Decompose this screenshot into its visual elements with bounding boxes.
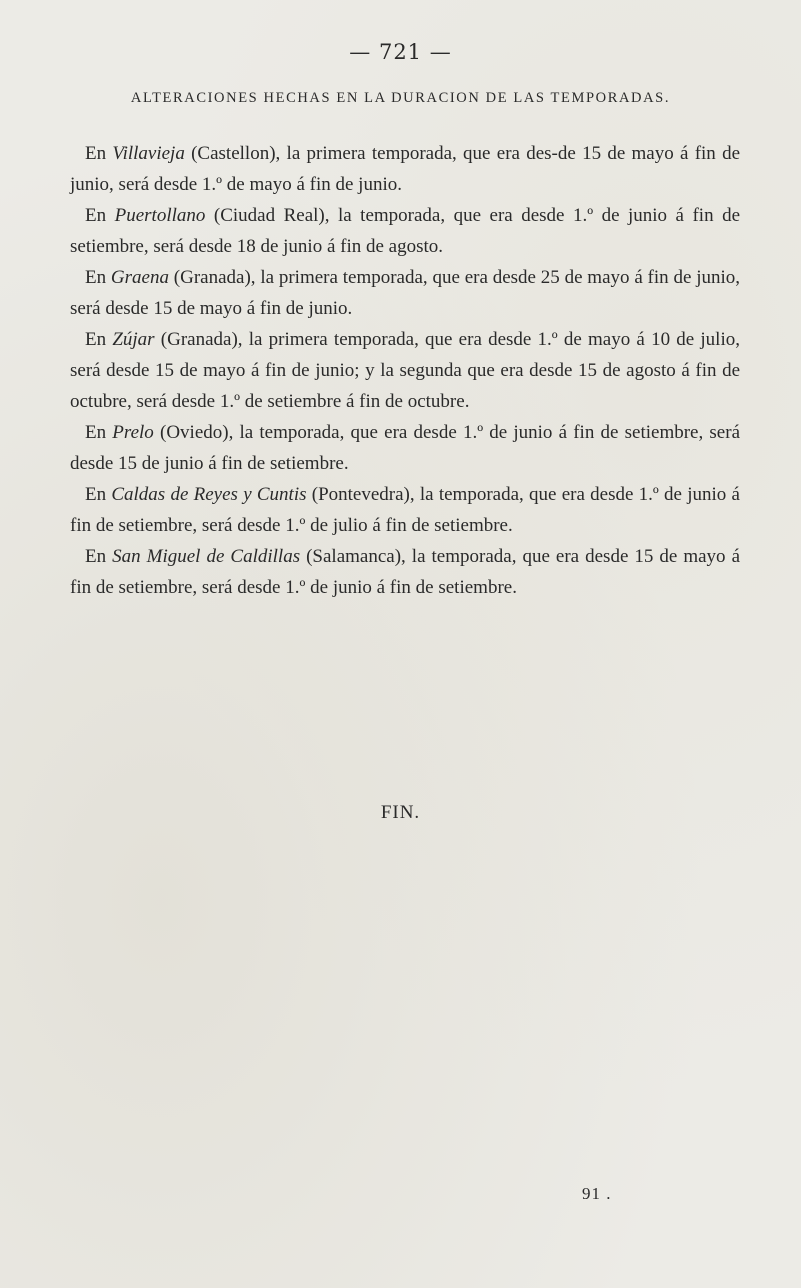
place-name: Caldas de Reyes y Cuntis (111, 484, 307, 505)
body-text (70, 138, 740, 603)
page-number: — 721 — (349, 40, 452, 64)
place-name: Puertollano (114, 205, 206, 226)
paragraph-villavieja: En Villavieja (Castellon), la primera temporada, que era des-de 15 de mayo á fin de junio, será desde 1.º de mayo á fin de junio. (70, 143, 740, 195)
place-name: Graena (110, 267, 169, 288)
place-name: Zújar (112, 329, 155, 350)
place-name: Prelo (112, 422, 154, 443)
paragraph-prelo: En Prelo (Oviedo), la temporada, que era desde 1.º de junio á fin de setiembre, será desde 15 de junio á fin de setiembre. (70, 422, 741, 474)
closing-fin: FIN. (380, 802, 421, 823)
paragraph-zujar: En Zújar (Granada), la primera temporada, que era desde 1.º de mayo á 10 de julio, será desde 15 de mayo á fin de junio; y la segunda que era desde 15 de agosto á fin de octubre, será desde 1.º de setiembre á fin de octubre. (70, 329, 740, 412)
signature-mark: 91 . (582, 1184, 612, 1203)
paragraph-san-miguel: En San Miguel de Caldillas (Salamanca), la temporada, que era desde 15 de mayo á fin de setiembre, será desde 1.º de junio á fin de setiembre. (70, 546, 740, 598)
paragraph-caldas-de-reyes: En Caldas de Reyes y Cuntis (Pontevedra), la temporada, que era desde 1.º de junio á fin de setiembre, será desde 1.º de julio á fin de setiembre. (70, 484, 740, 536)
place-name: Villavieja (112, 143, 185, 164)
paragraph-graena: En Graena (Granada), la primera temporada, que era desde 25 de mayo á fin de junio, será desde 15 de mayo á fin de junio. (70, 267, 741, 319)
running-head: ALTERACIONES HECHAS EN LA DURACION DE LAS TEMPORADAS. (130, 90, 671, 106)
place-name: San Miguel de Caldillas (112, 546, 301, 567)
paragraph-puertollano: En Puertollano (Ciudad Real), la temporada, que era desde 1.º de junio á fin de setiembre, será desde 18 de junio á fin de agosto. (70, 205, 741, 257)
